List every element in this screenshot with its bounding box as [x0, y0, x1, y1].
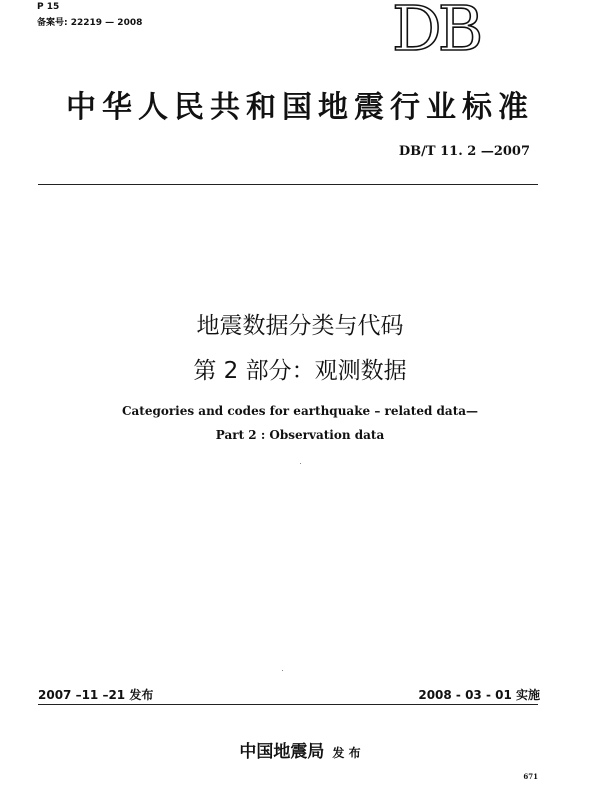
standard-code: DB/T 11. 2 —2007 — [398, 144, 530, 159]
ics-code: P 15 — [37, 2, 60, 12]
issue-date: 2007 –11 –21 发布 — [38, 688, 154, 702]
page-number: 671 — [523, 772, 538, 781]
header-divider — [38, 184, 538, 185]
standard-type-title: 中华人民共和国地震行业标准 — [66, 90, 534, 125]
title-cn-part: 第 2 部分：观测数据 — [193, 358, 407, 384]
title-cn-main: 地震数据分类与代码 — [196, 313, 404, 339]
title-en-main: Categories and codes for earthquake – related data— — [121, 404, 479, 418]
footer-divider — [38, 704, 538, 705]
issuer — [0, 737, 600, 762]
issuer-action: 发 布 — [332, 746, 361, 760]
title-en-part: Part 2 : Observation data — [215, 428, 385, 442]
speck — [282, 670, 283, 671]
speck — [300, 463, 301, 464]
effective-date: 2008 - 03 - 01 实施 — [418, 688, 540, 702]
db-logo — [392, 0, 512, 65]
filing-number: 备案号: 22219 — 2008 — [37, 18, 143, 28]
issuer-name: 中国地震局 — [239, 742, 325, 762]
db-logo-text: DB — [392, 0, 480, 65]
